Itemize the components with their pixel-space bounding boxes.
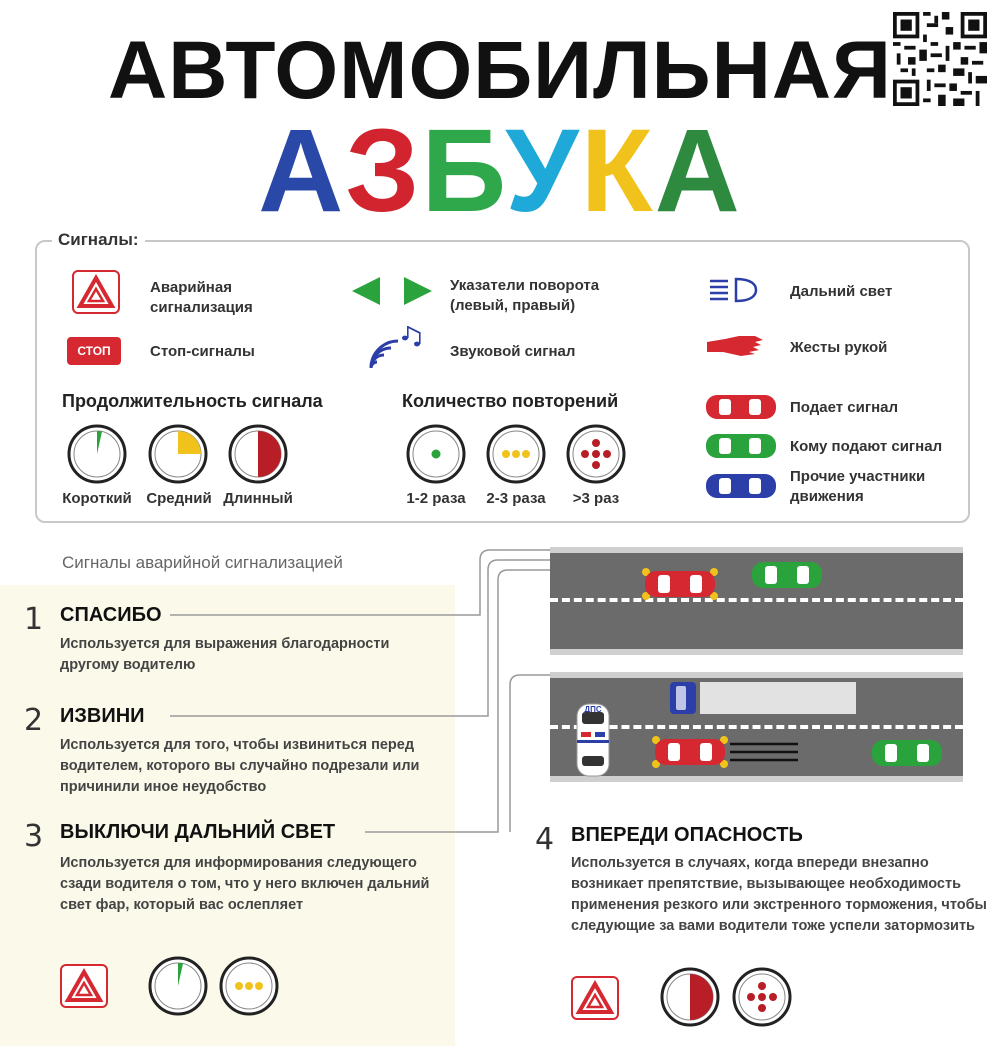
item-1-description: Используется для выражения благодарности другому водителю <box>60 636 390 674</box>
item-3-number: 3 <box>24 819 44 854</box>
blue-car-icon <box>705 472 777 500</box>
title-letter: К <box>580 105 655 237</box>
item-4-number: 4 <box>535 822 555 857</box>
item4-repeat-many-icon <box>731 966 793 1028</box>
medium-duration-icon <box>147 423 209 485</box>
item-1-title: СПАСИБО <box>60 604 162 626</box>
item-4-description: Используется в случаях, когда впереди внезапно возникает препятствие, вызывающее необходимость применения резкого или экстренного торможения, чтобы следующие за вами водители тоже успели затормозить <box>571 855 987 935</box>
long-duration-icon <box>227 423 289 485</box>
item-4-title: ВПЕРЕДИ ОПАСНОСТЬ <box>571 824 803 846</box>
item3-hazard-icon <box>60 964 108 1008</box>
horn-label: Звуковой сигнал <box>450 343 576 360</box>
medium-label: Средний <box>146 490 212 507</box>
repeat-many-label: >3 раз <box>572 490 620 507</box>
stop-icon: СТОП <box>67 337 121 365</box>
long-label: Длинный <box>223 490 293 507</box>
police-label: ДПС <box>584 705 602 714</box>
green-car-icon <box>705 432 777 460</box>
repeats-heading: Количество повторений <box>402 391 619 411</box>
hazard-label: Аварийная сигнализация <box>150 279 253 317</box>
title-letter: А <box>258 105 346 237</box>
repeat-many-icon <box>565 423 627 485</box>
high-beam-icon <box>708 276 760 304</box>
title-letter: У <box>505 105 581 237</box>
repeat-twice-label: 2-3 раза <box>486 490 546 507</box>
item3-short-duration-icon <box>147 955 209 1017</box>
item4-hazard-icon <box>571 976 619 1020</box>
signals-label: Сигналы: <box>52 230 145 250</box>
repeat-once-icon <box>405 423 467 485</box>
brake-marks-icon <box>728 740 800 764</box>
turn-signal-icon <box>352 275 432 307</box>
high-beam-label: Дальний свет <box>790 283 893 300</box>
item-2-description: Используется для того, чтобы извиниться перед водителем, которого вы случайно подрезали или причинили иное неудобство <box>60 737 420 796</box>
green-car-label: Кому подают сигнал <box>790 438 943 455</box>
hazard-icon <box>72 270 120 314</box>
title-letter: А <box>654 105 742 237</box>
hand-label: Жесты рукой <box>790 339 888 356</box>
title-letter: Б <box>421 105 506 237</box>
item3-repeat-twice-icon <box>218 955 280 1017</box>
section-title: Сигналы аварийной сигнализацией <box>62 553 343 572</box>
road1-red-car-icon <box>640 566 720 602</box>
road2-red-car-icon <box>650 734 730 770</box>
item-1-number: 1 <box>24 602 44 637</box>
qr-code <box>893 12 987 106</box>
truck-icon <box>668 680 858 716</box>
duration-heading: Продолжительность сигнала <box>62 391 323 411</box>
stop-label: Стоп-сигналы <box>150 343 255 360</box>
item-2-number: 2 <box>24 703 44 738</box>
item4-long-duration-icon <box>659 966 721 1028</box>
hand-icon <box>705 332 765 360</box>
title-top: АВТОМОБИЛЬНАЯ <box>108 25 892 116</box>
item-3-description: Используется для информирования следующего сзади водителя о том, что у него включен дальний свет фар, который вас ослепляет <box>60 855 430 914</box>
title-bottom <box>0 105 1000 237</box>
red-car-label: Подает сигнал <box>790 399 899 416</box>
repeat-twice-icon <box>485 423 547 485</box>
road1-green-car-icon <box>750 560 824 590</box>
title-letter: З <box>345 105 422 237</box>
short-label: Короткий <box>62 490 132 507</box>
red-car-icon <box>705 393 777 421</box>
item-2-title: ИЗВИНИ <box>60 705 145 727</box>
repeat-once-label: 1-2 раза <box>406 490 466 507</box>
horn-icon <box>365 322 429 370</box>
road2-green-car-icon <box>870 738 944 768</box>
turn-label: Указатели поворота (левый, правый) <box>450 277 600 315</box>
blue-car-label: Прочие участники движения <box>790 468 926 506</box>
item-3-title: ВЫКЛЮЧИ ДАЛЬНИЙ СВЕТ <box>60 821 336 843</box>
short-duration-icon <box>66 423 128 485</box>
